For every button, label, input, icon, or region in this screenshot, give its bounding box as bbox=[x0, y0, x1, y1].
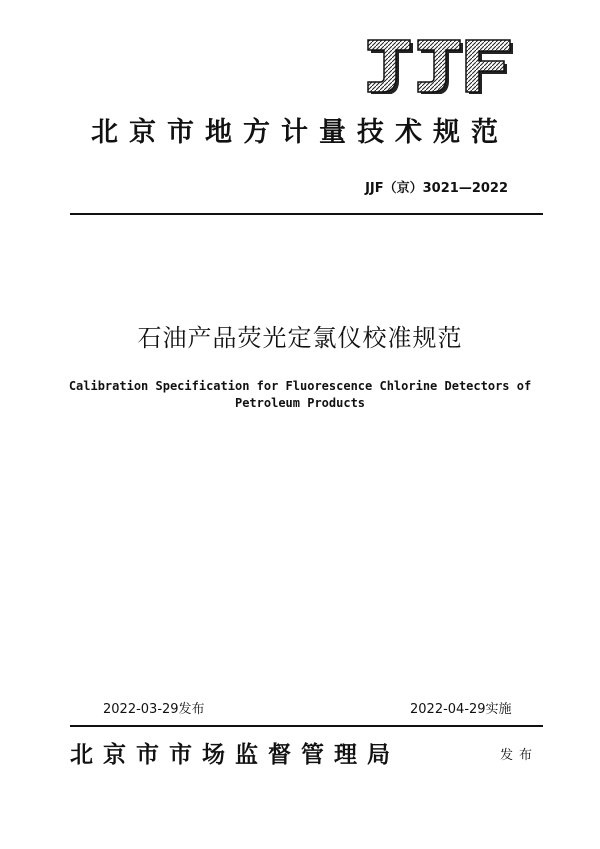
issue-date: 2022-03-29发布 bbox=[103, 702, 205, 717]
jjf-logo-graphic bbox=[364, 38, 516, 94]
publisher-name: 北京市市场监督管理局 bbox=[70, 742, 400, 768]
logo-letter-f bbox=[466, 40, 513, 94]
publish-label: 发布 bbox=[499, 748, 538, 763]
jjf-logo bbox=[364, 38, 516, 94]
document-title-english bbox=[50, 378, 550, 412]
document-title-chinese: 石油产品荧光定氯仪校准规范 bbox=[137, 324, 463, 352]
logo-letter-j2 bbox=[418, 40, 463, 94]
top-divider bbox=[70, 213, 543, 215]
logo-letter-j1 bbox=[368, 40, 413, 94]
english-title-line-2: Petroleum Products bbox=[234, 396, 366, 410]
document-number: JJF（京）3021—2022 bbox=[365, 181, 508, 196]
bottom-divider bbox=[70, 725, 543, 727]
issuing-authority-heading: 北京市地方计量技术规范 bbox=[91, 117, 509, 148]
english-title-line-1: Calibration Specification for Fluorescence Chlorine Detectors of bbox=[68, 379, 532, 393]
implementation-date: 2022-04-29实施 bbox=[410, 702, 512, 717]
